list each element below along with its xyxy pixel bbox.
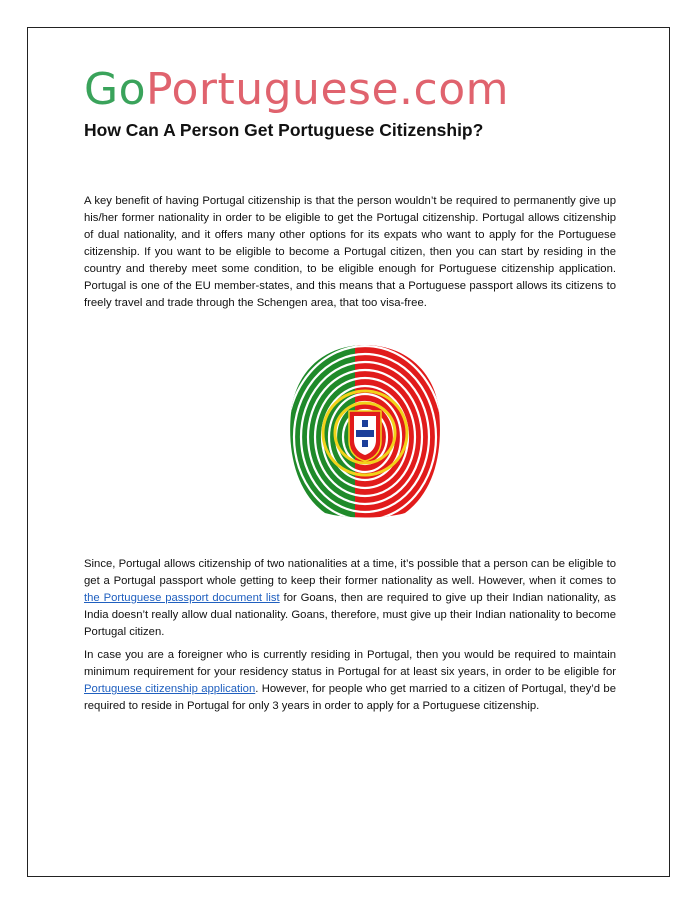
paragraph-benefits: A key benefit of having Portugal citizenship is that the person wouldn’t be required to permanently give up his/her former nationality in order to be eligible to get the Portugal citizenship. Portugal allows citizenship of dual nationality, and it offers many other options for its expats who want to apply for the Portuguese citizenship. If you want to be eligible to become a Portugal citizen, then you can start by residing in the country and thereby meet some condition, to be eligible enough for Portuguese citizenship application. Portugal is one of the EU member-states, and this means that a Portuguese passport allows its citizens to freely travel and trade through the Schengen area, that too visa-free. <box>84 195 616 309</box>
page-title: How Can A Person Get Portuguese Citizenship? <box>84 120 484 140</box>
logo-part-portuguese: Portuguese.com <box>146 64 509 115</box>
paragraph-text: . However, for people who get married to a citizen of Portugal, they’d be required to reside in Portugal for only 3 years in order to apply for a Portuguese citizenship. <box>84 683 616 712</box>
paragraph-residency <box>84 647 616 715</box>
portugal-fingerprint-icon <box>285 341 445 519</box>
paragraph-text: for Goans, then are required to give up their Indian nationality, as India doesn’t really allow dual nationality. Goans, therefore, must give up their Indian nationality to become Portugal citizen. <box>84 592 616 638</box>
paragraph-dual-nationality <box>84 556 616 641</box>
paragraph-text: Since, Portugal allows citizenship of two nationalities at a time, it’s possible that a person can be eligible to get a Portugal passport whole getting to keep their former nationality as well. However, when it comes to <box>84 558 616 587</box>
logo-part-go: Go <box>84 64 147 115</box>
paragraph-text: In case you are a foreigner who is currently residing in Portugal, then you would be required to maintain minimum requirement for your residency status in Portugal for at least six years, in order to be eligible for <box>84 649 616 678</box>
site-logo[interactable] <box>84 64 509 115</box>
citizenship-application-link[interactable]: Portuguese citizenship application <box>84 683 256 695</box>
document-page <box>27 27 670 877</box>
passport-document-list-link[interactable]: the Portuguese passport document list <box>84 592 280 604</box>
